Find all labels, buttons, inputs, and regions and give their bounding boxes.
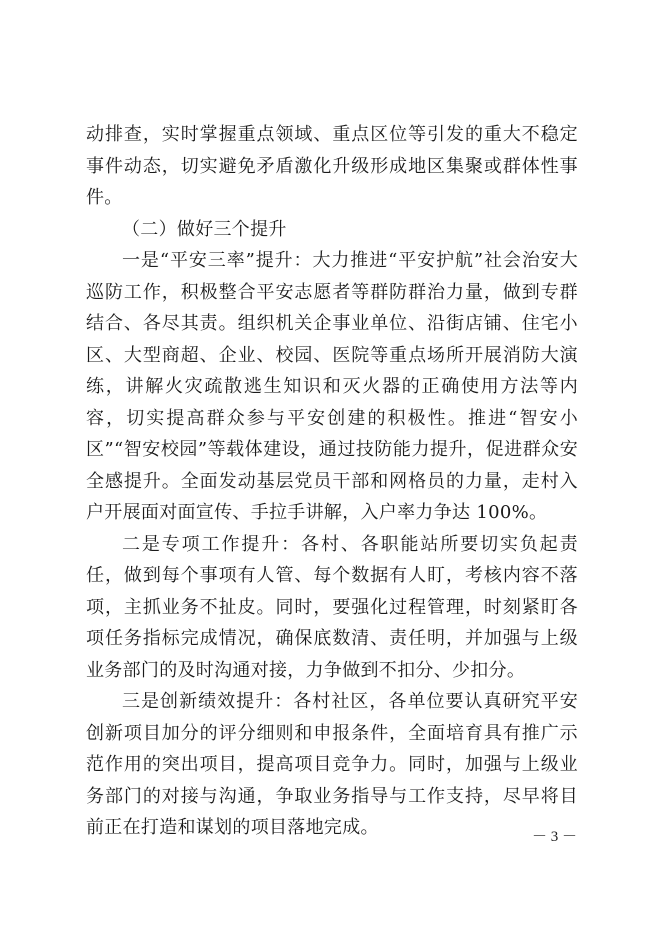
paragraph-ping-an-san-lv: 一是“平安三率”提升：大力推进“平安护航”社会治安大巡防工作，积极整合平安志愿者等群防群治力量，做到专群结合、各尽其责。组织机关企事业单位、沿街店铺、住宅小区、大型商超、企业、校园、医院等重点场所开展消防大演练，讲解火灾疏散逃生知识和灭火器的正确使用方法等内容，切实提高群众参与平安创建的积极性。推进“智安小区”“智安校园”等载体建设，通过技防能力提升，促进群众安全感提升。全面发动基层党员干部和网格员的力量，走村入户开展面对面宣传、手拉手讲解，入户率力争达 100%。: [86, 250, 578, 523]
paragraph-chuang-xin-ji-xiao: 三是创新绩效提升：各村社区，各单位要认真研究平安创新项目加分的评分细则和申报条件，全面培育具有推广示范作用的突出项目，提高项目竞争力。同时，加强与上级业务部门的对接与沟通，争取业务指导与工作支持，尽早将目前正在打造和谋划的项目落地完成。: [86, 691, 578, 838]
continuation-paragraph: 动排查，实时掌握重点领域、重点区位等引发的重大不稳定事件动态，切实避免矛盾激化升级形成地区集聚或群体性事件。: [86, 124, 578, 208]
paragraph-zhuan-xiang-gong-zuo: 二是专项工作提升：各村、各职能站所要切实负起责任，做到每个事项有人管、每个数据有人盯，考核内容不落项，主抓业务不扯皮。同时，要强化过程管理，时刻紧盯各项任务指标完成情况，确保底数清、责任明，并加强与上级业务部门的及时沟通对接，力争做到不扣分、少扣分。: [86, 533, 578, 681]
page-number: － 3 －: [532, 829, 578, 845]
section-heading: （二）做好三个提升: [122, 218, 287, 240]
document-body: [86, 119, 578, 844]
